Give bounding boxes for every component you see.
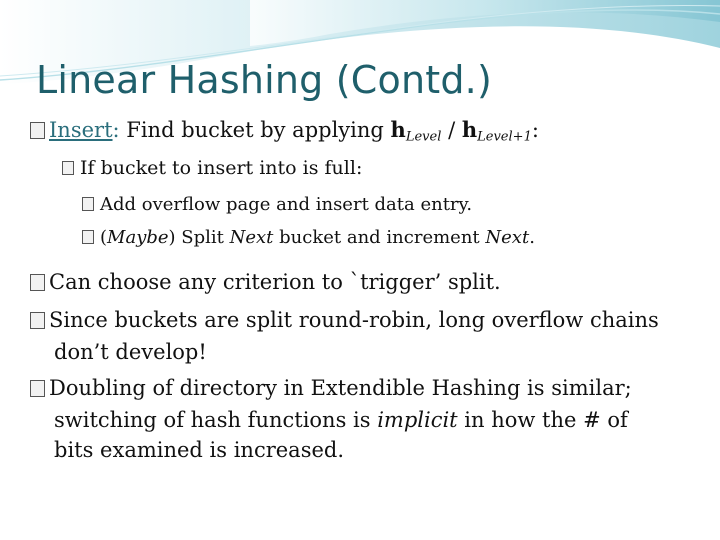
bullet-split: (Maybe) Split Next bucket and increment Next. bbox=[82, 227, 535, 248]
bullet-box-icon bbox=[82, 230, 94, 244]
bullet-box-icon bbox=[30, 380, 45, 397]
bullet-doubling-cont-1: switching of hash functions is implicit in how the # of bbox=[54, 408, 628, 432]
bullet-overflow: Add overflow page and insert data entry. bbox=[82, 194, 472, 215]
bullet-box-icon bbox=[82, 197, 94, 211]
bullet-doubling: Doubling of directory in Extendible Hashing is similar; bbox=[30, 376, 632, 400]
bullet-box-icon bbox=[30, 312, 45, 329]
bullet-box-icon bbox=[62, 161, 74, 175]
slide-title: Linear Hashing (Contd.) bbox=[36, 58, 492, 102]
bullet-box-icon bbox=[30, 274, 45, 291]
bullet-criterion: Can choose any criterion to `trigger’ split. bbox=[30, 270, 501, 294]
bullet-insert: Insert: Find bucket by applying $h_{Level} / h_{Level+1}$: bbox=[30, 117, 539, 144]
term-insert: Insert: bbox=[49, 118, 120, 142]
bullet-since: Since buckets are split round-robin, long overflow chains bbox=[30, 308, 659, 332]
bullet-box-icon bbox=[30, 122, 45, 139]
bullet-doubling-cont-2: bits examined is increased. bbox=[54, 438, 345, 462]
bullet-full: If bucket to insert into is full: bbox=[62, 157, 362, 179]
bullet-since-cont: don’t develop! bbox=[54, 340, 207, 364]
